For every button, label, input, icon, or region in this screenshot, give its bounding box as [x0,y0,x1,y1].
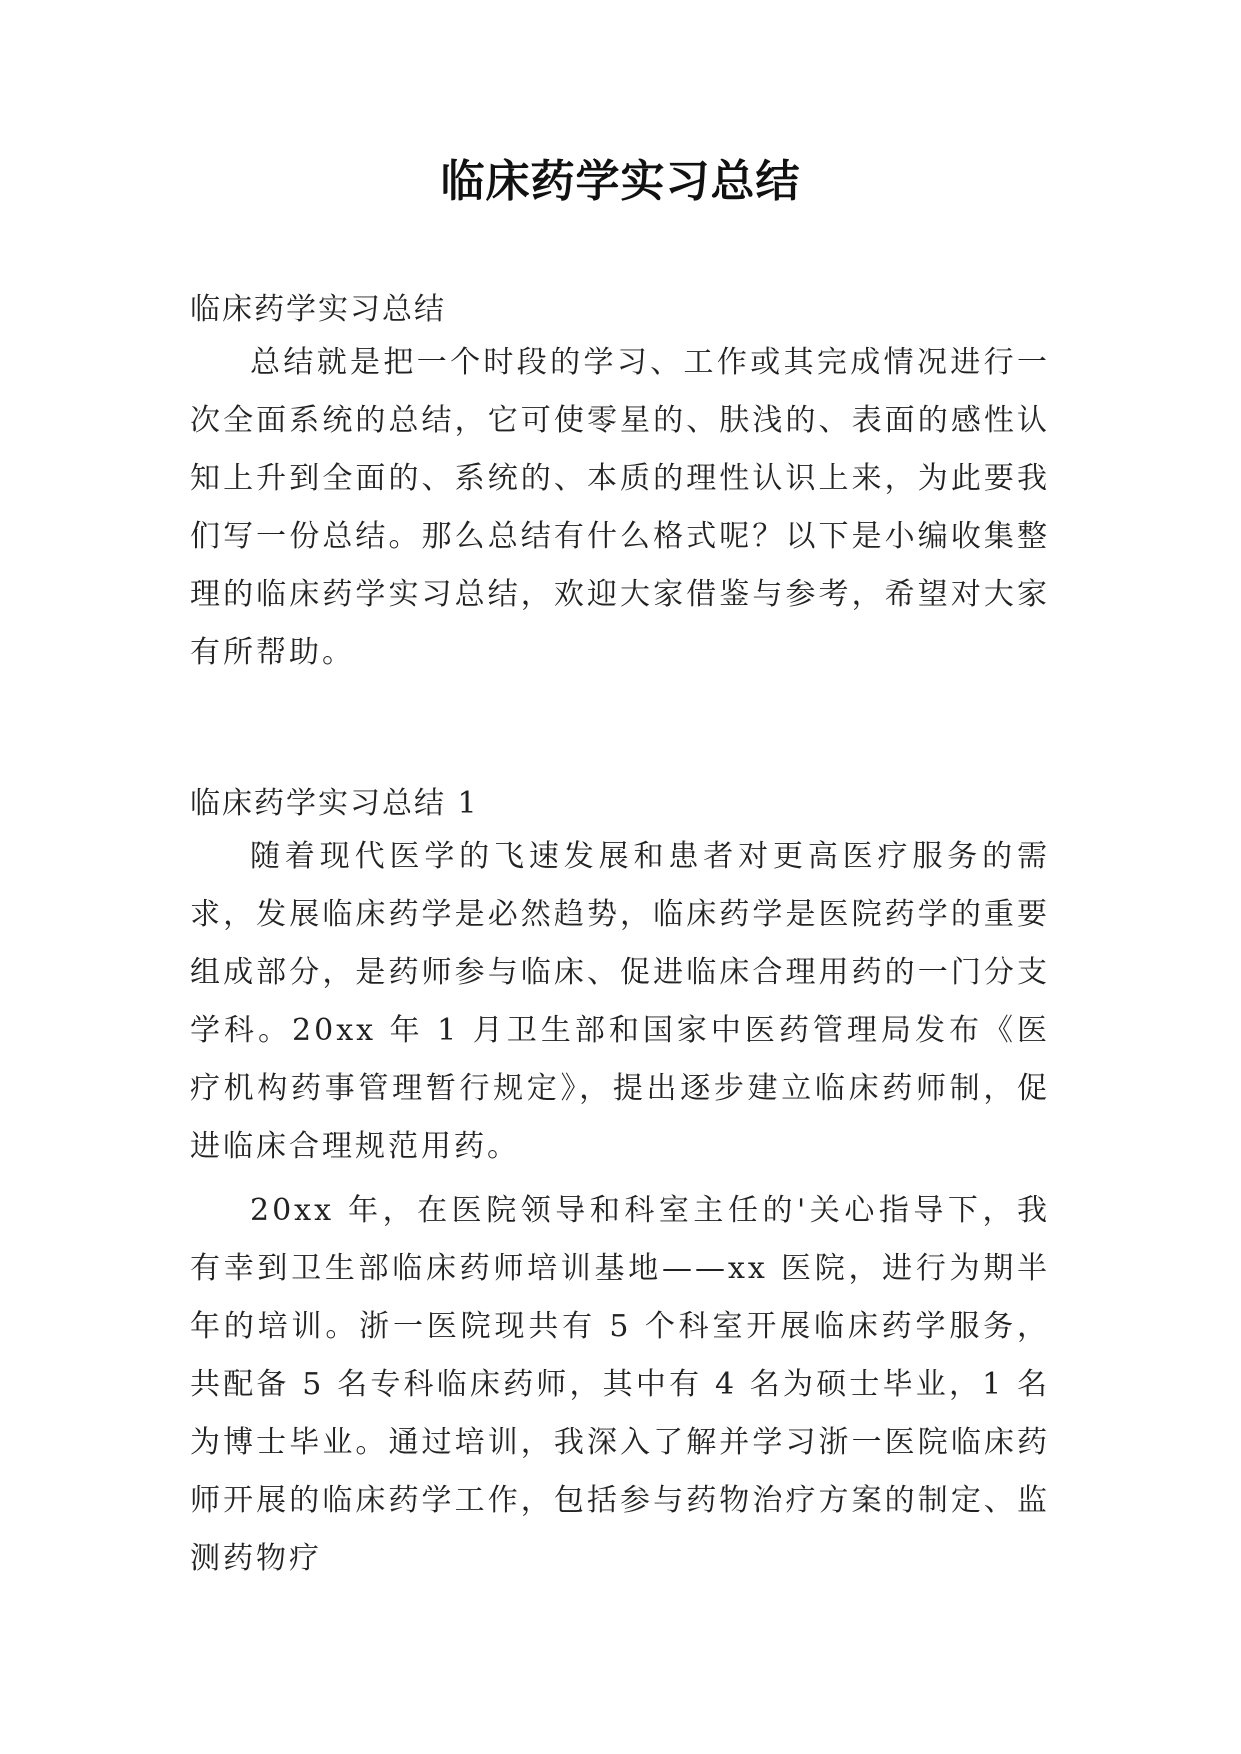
section1-header [190,784,1050,824]
section1-paragraph-2: 20xx 年，在医院领导和科室主任的'关心指导下，我有幸到卫生部临床药师培训基地——xx 医院，进行为期半年的培训。浙一医院现共有 5 个科室开展临床药学服务，共配备 5 名专科临床药师，其中有 4 名为硕士毕业，1 名为博士毕业。通过培训，我深入了解并学习浙一医院临床药师开展的临床药学工作，包括参与药物治疗方案的制定、监测药物疗 [190,1193,1050,1576]
intro-section [190,290,1050,330]
document-title: 临床药学实习总结 [440,156,801,207]
intro-heading: 临床药学实习总结 [190,292,446,327]
section1-paragraph-1: 随着现代医学的飞速发展和患者对更高医疗服务的需求，发展临床药学是必然趋势，临床药学是医院药学的重要组成部分，是药师参与临床、促进临床合理用药的一门分支学科。20xx 年 1 月卫生部和国家中医药管理局发布《医疗机构药事管理暂行规定》，提出逐步建立临床药师制，促进临床合理规范用药。 [190,839,1050,1164]
section1-heading: 临床药学实习总结 1 [190,786,479,821]
intro-paragraph: 总结就是把一个时段的学习、工作或其完成情况进行一次全面系统的总结，它可使零星的、肤浅的、表面的感性认知上升到全面的、系统的、本质的理性认识上来，为此要我们写一份总结。那么总结有什么格式呢？以下是小编收集整理的临床药学实习总结，欢迎大家借鉴与参考，希望对大家有所帮助。 [190,345,1050,670]
section1-body [190,828,1050,1588]
intro-body [190,334,1050,682]
